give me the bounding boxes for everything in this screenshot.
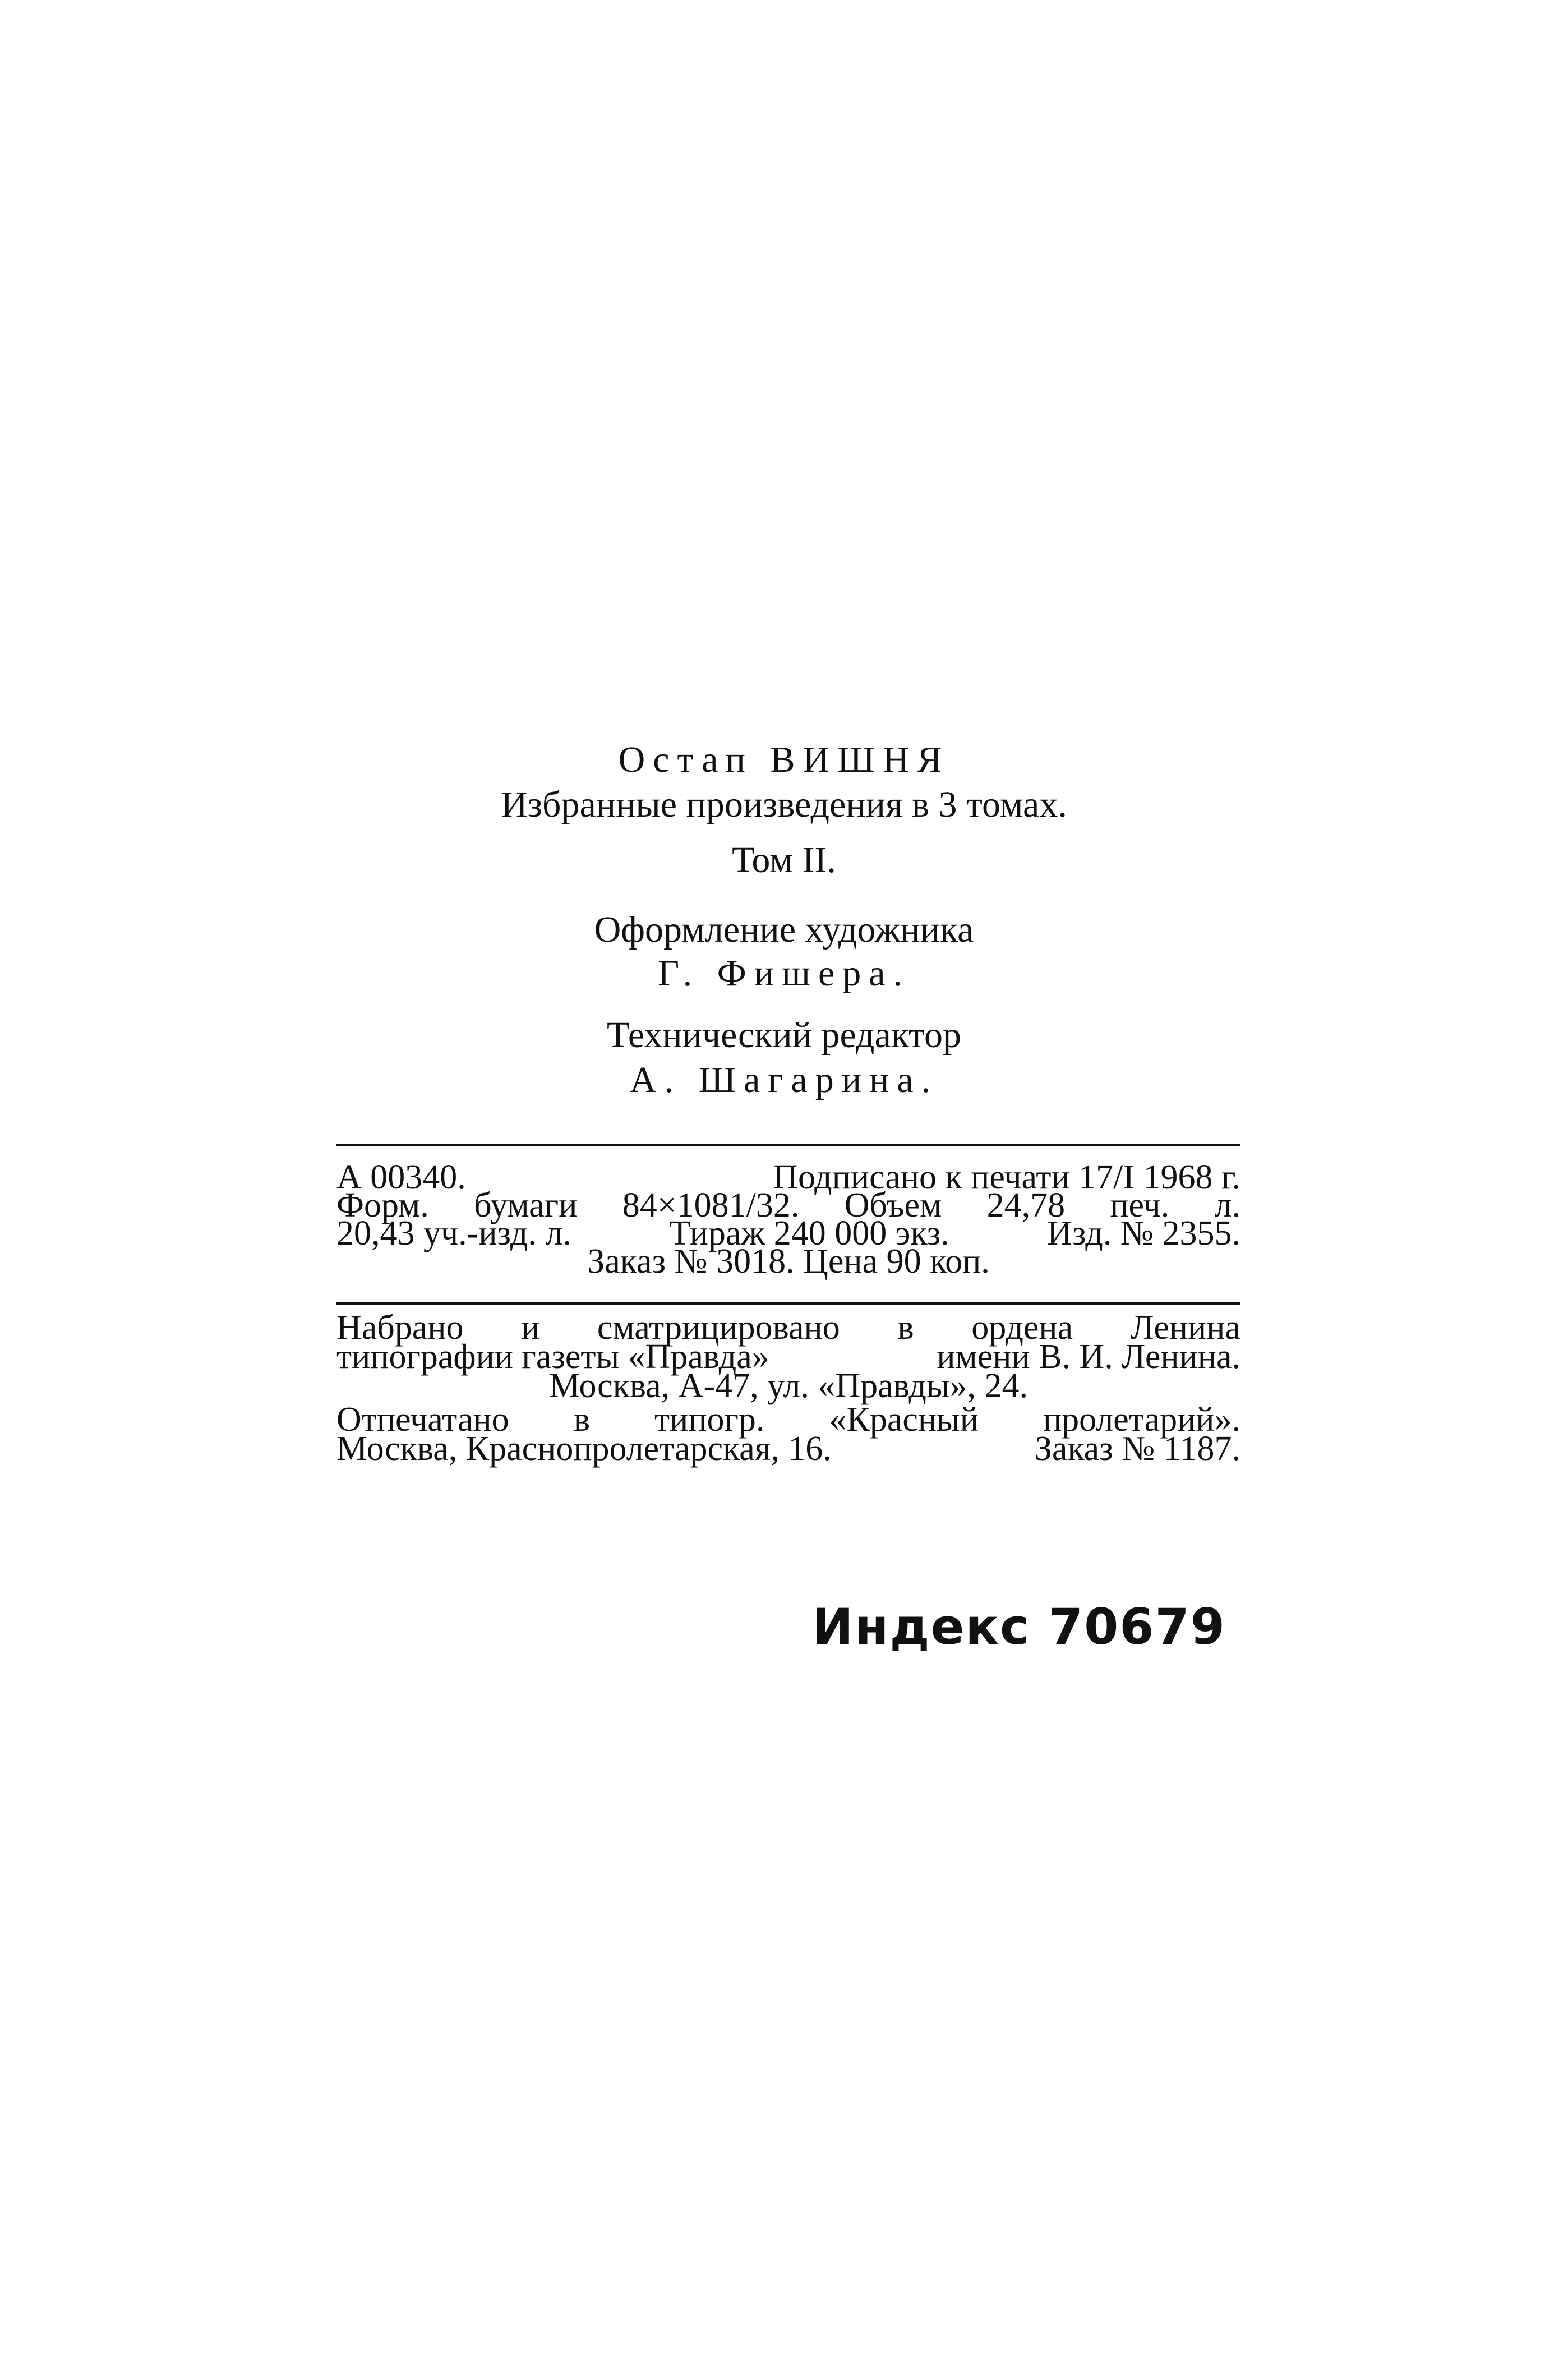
design-name: Г. Фишера. xyxy=(657,953,911,994)
index-number: Индекс 70679 xyxy=(812,1598,1226,1656)
imprint-block xyxy=(336,1158,1240,1280)
tech-editor-name: А. Шагарина. xyxy=(629,1059,939,1100)
proletary-word: пролетарий». xyxy=(1043,1401,1240,1439)
in-word-2: в xyxy=(573,1401,590,1439)
lenin-word: Ленина xyxy=(1130,1309,1240,1347)
printing-house: типографии газеты «Правда» xyxy=(336,1338,769,1376)
printed-sheets: 24,78 xyxy=(986,1186,1066,1224)
design-label: Оформление художника xyxy=(594,909,974,950)
edition-sheets: 20,43 уч.-изд. л. xyxy=(336,1214,571,1252)
paper-word: бумаги xyxy=(474,1186,578,1224)
printing-address: Москва, А-47, ул. «Правды», 24. xyxy=(548,1367,1029,1405)
typeset-word: Набрано xyxy=(336,1309,464,1347)
print-order: Заказ № 1187. xyxy=(1034,1430,1240,1468)
author-name: Остап ВИШНЯ xyxy=(618,739,950,780)
sheets-unit: печ. xyxy=(1110,1186,1170,1224)
publisher-code: А 00340. xyxy=(336,1158,466,1196)
in-word: в xyxy=(897,1309,914,1347)
tech-editor-label: Технический редактор xyxy=(607,1015,961,1056)
format-word: Форм. xyxy=(336,1186,429,1224)
book-title: Избранные произведения в 3 томах. xyxy=(501,784,1067,825)
print-run: Тираж 240 000 экз. xyxy=(669,1214,949,1252)
order-word: ордена xyxy=(971,1309,1073,1347)
paper-format: 84×1081/32. xyxy=(622,1186,800,1224)
and-word: и xyxy=(521,1309,540,1347)
order-price: Заказ № 3018. Цена 90 коп. xyxy=(587,1242,990,1280)
print-address: Москва, Краснопролетарская, 16. xyxy=(336,1430,832,1468)
volume-number: Том II. xyxy=(732,840,836,881)
named-after: имени В. И. Ленина. xyxy=(937,1338,1240,1376)
signed-date: Подписано к печати 17/I 1968 г. xyxy=(773,1158,1240,1196)
printing-block xyxy=(336,1309,1240,1468)
typog-word: типогр. xyxy=(654,1401,765,1439)
divider-top xyxy=(336,1144,1240,1146)
matrixed-word: сматрицировано xyxy=(597,1309,840,1347)
krasny-word: «Красный xyxy=(829,1401,979,1439)
printed-word: Отпечатано xyxy=(336,1401,509,1439)
printing-line-5 xyxy=(336,1430,1240,1468)
edition-number: Изд. № 2355. xyxy=(1047,1214,1240,1252)
volume-word: Объем xyxy=(844,1186,942,1224)
divider-bottom xyxy=(336,1302,1240,1305)
sheets-abbrev: л. xyxy=(1214,1186,1240,1224)
